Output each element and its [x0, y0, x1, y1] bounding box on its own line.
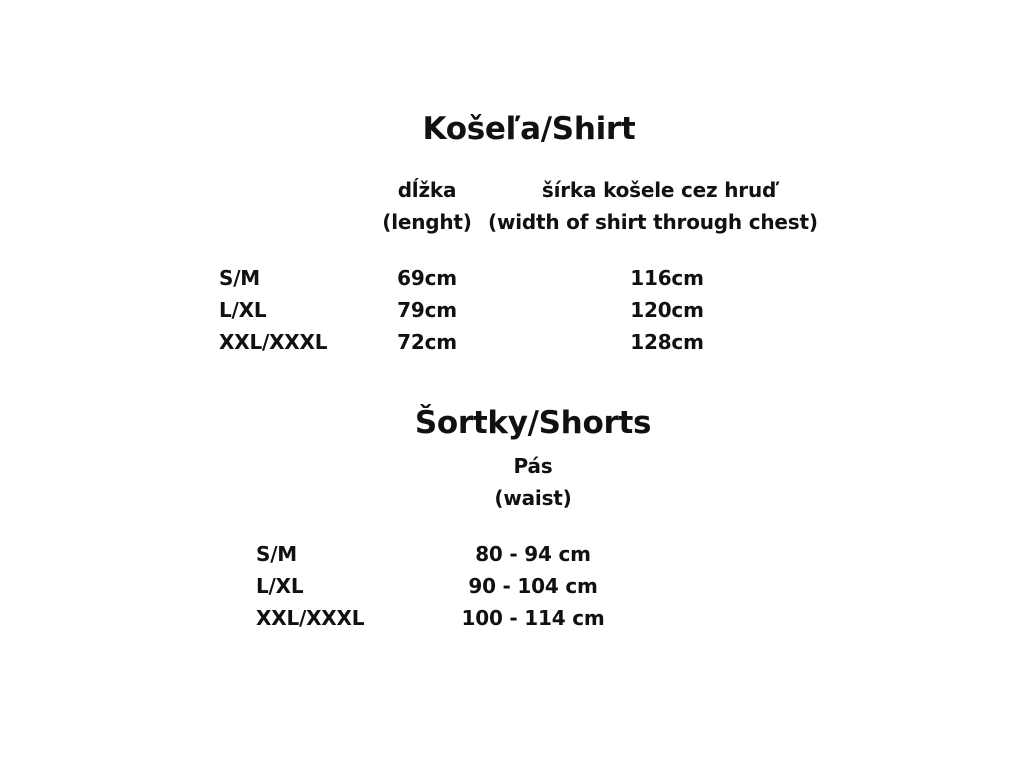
shirt-row-length: 69cm [397, 266, 457, 290]
shorts-row-size: XXL/XXXL [256, 606, 365, 630]
shirt-row-length: 79cm [397, 298, 457, 322]
shorts-waist-subheader: (waist) [494, 486, 572, 510]
shirt-row-length: 72cm [397, 330, 457, 354]
shorts-row-size: S/M [256, 542, 298, 566]
shorts-row-waist: 90 - 104 cm [468, 574, 598, 598]
shorts-row-waist: 100 - 114 cm [461, 606, 605, 630]
shirt-row-width: 128cm [630, 330, 704, 354]
shorts-row-waist: 80 - 94 cm [475, 542, 591, 566]
shorts-title: Šortky/Shorts [414, 405, 652, 441]
shirt-row-size: XXL/XXXL [219, 330, 328, 354]
shirt-width-header: šírka košele cez hruď [541, 178, 777, 202]
shirt-row-size: L/XL [219, 298, 267, 322]
shirt-row-size: S/M [219, 266, 261, 290]
shirt-length-subheader: (lenght) [382, 210, 472, 234]
shirt-width-subheader: (width of shirt through chest) [488, 210, 818, 234]
shirt-row-width: 120cm [630, 298, 704, 322]
shorts-row-size: L/XL [256, 574, 304, 598]
shirt-title: Košeľa/Shirt [422, 111, 636, 147]
shorts-waist-header: Pás [513, 454, 553, 478]
shirt-row-width: 116cm [630, 266, 704, 290]
shirt-width-subheader-clip [488, 210, 821, 238]
shirt-length-header: dĺžka [397, 178, 457, 202]
